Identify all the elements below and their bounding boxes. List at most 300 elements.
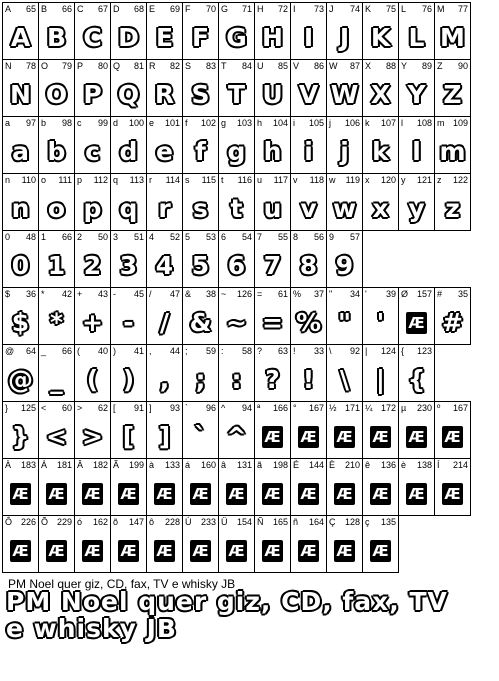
glyph-cell [327,288,363,345]
glyph-sample: % [295,308,322,337]
glyph-sample: , [159,365,170,394]
glyph-cell [147,516,183,573]
glyph-char: P [77,61,84,71]
glyph-cell [3,516,39,573]
glyph-sample: w [332,194,357,223]
glyph-code: 119 [345,175,360,185]
glyph-cell [399,3,435,60]
glyph-cell [3,459,39,516]
glyph-char: 5 [185,232,191,242]
glyph-label [5,289,36,300]
glyph-char: d [113,118,119,128]
glyph-cell [75,117,111,174]
placeholder-glyph [435,472,470,515]
glyph-sample: O [45,80,68,109]
glyph-label [41,61,72,72]
glyph-cell [3,402,39,459]
glyph-char: z [437,175,442,185]
glyph-char: S [185,61,192,71]
glyph-char: Z [437,61,443,71]
glyph-sample: Q [117,80,140,109]
glyph-label [437,289,468,300]
glyph-label [221,118,252,129]
glyph-sample: F [191,23,210,52]
glyph-code: 89 [421,61,432,71]
glyph-char: @ [5,346,15,356]
glyph-sample: f [195,137,206,166]
glyph-label [293,346,324,357]
glyph-label [329,4,360,15]
glyph-cell [39,516,75,573]
glyph-cell [39,174,75,231]
glyph-cell [111,231,147,288]
glyph-cell [219,3,255,60]
glyph-code: 181 [56,460,72,470]
glyph-char: c [77,118,82,128]
glyph-char: n [5,175,11,185]
glyph-sample: ! [302,365,315,394]
glyph-char: Á [41,460,48,470]
glyph-code: 105 [308,118,324,128]
glyph-char: v [293,175,298,185]
glyph-label [113,517,144,528]
glyph-code: 58 [241,346,252,356]
glyph-code: 90 [457,61,468,71]
glyph-char: j [329,118,331,128]
placeholder-glyph [75,529,110,572]
glyph-label [365,289,396,300]
placeholder-glyph [147,472,182,515]
glyph-sample: C [83,23,102,52]
glyph-code: 43 [97,289,108,299]
glyph-label [185,232,216,243]
placeholder-glyph [255,415,290,458]
glyph-label [221,517,252,528]
glyph-label [149,289,180,300]
glyph-code: 86 [313,61,324,71]
glyph-code: 106 [344,118,360,128]
glyph-cell [147,459,183,516]
placeholder-glyph-box: Æ [192,541,209,560]
glyph-code: 47 [169,289,180,299]
glyph-code: 55 [277,232,288,242]
glyph-sample: U [262,80,283,109]
glyph-char: Y [401,61,408,71]
glyph-code: 52 [169,232,180,242]
glyph-label [113,289,144,300]
glyph-sample: @ [8,365,33,394]
glyph-label [329,232,360,243]
glyph-cell [147,117,183,174]
glyph-char: ? [257,346,263,356]
glyph-label [365,61,396,72]
glyph-cell [183,345,219,402]
glyph-label [221,232,252,243]
glyph-label [77,4,108,15]
glyph-label [221,289,252,300]
glyph-label [293,175,324,186]
glyph-label [41,4,72,15]
glyph-sample: T [227,80,246,109]
glyph-cell [111,60,147,117]
glyph-code: 51 [133,232,144,242]
glyph-label [221,460,252,471]
glyph-code: 84 [241,61,252,71]
placeholder-glyph [327,529,362,572]
glyph-code: 82 [169,61,180,71]
glyph-sample: 3 [119,251,138,280]
glyph-sample: k [372,137,389,166]
glyph-label [329,346,360,357]
glyph-sample: M [440,23,465,52]
glyph-code: 102 [200,118,216,128]
glyph-cell [147,231,183,288]
glyph-label [149,346,180,357]
glyph-code: 228 [164,517,180,527]
placeholder-glyph [291,472,326,515]
glyph-char: o [41,175,47,185]
placeholder-glyph-box: Æ [12,541,29,560]
glyph-sample: m [439,137,466,166]
glyph-code: 118 [309,175,324,185]
glyph-code: 229 [56,517,72,527]
glyph-cell [363,402,399,459]
glyph-code: 100 [128,118,144,128]
glyph-cell [399,402,435,459]
glyph-label [329,175,360,186]
glyph-char: ç [365,517,370,527]
glyph-char: m [437,118,445,128]
glyph-label [149,460,180,471]
glyph-sample: u [263,194,282,223]
glyph-row [3,288,471,345]
glyph-code: 73 [313,4,324,14]
glyph-cell [363,174,399,231]
glyph-label [257,175,288,186]
glyph-cell [111,345,147,402]
placeholder-glyph [219,472,254,515]
glyph-cell [219,60,255,117]
glyph-sample: R [154,80,175,109]
glyph-sample: o [47,194,66,223]
placeholder-glyph [39,529,74,572]
glyph-cell [291,174,327,231]
glyph-char: e [149,118,155,128]
empty-cell [435,345,471,402]
glyph-label [329,403,360,414]
glyph-row [3,459,471,516]
glyph-char: r [149,175,152,185]
glyph-cell [291,402,327,459]
glyph-code: 66 [61,346,72,356]
glyph-sample: a [12,137,29,166]
glyph-sample: K [370,23,391,52]
glyph-code: 53 [205,232,216,242]
glyph-char: _ [41,346,47,356]
glyph-label [41,232,72,243]
glyph-sample: c [85,137,100,166]
glyph-char: u [257,175,263,185]
glyph-cell [255,60,291,117]
glyph-char: 4 [149,232,155,242]
glyph-code: 45 [133,289,144,299]
glyph-char: ó [77,517,83,527]
placeholder-glyph-box: Æ [300,427,317,446]
glyph-sample: W [330,80,359,109]
glyph-cell [219,117,255,174]
glyph-sample: < [46,422,67,451]
glyph-label [77,346,108,357]
glyph-char: y [401,175,406,185]
glyph-code: 144 [308,460,324,470]
glyph-cell [219,174,255,231]
glyph-label [365,403,396,414]
glyph-char: µ [401,403,407,413]
glyph-cell [363,345,399,402]
glyph-sample: ; [195,365,206,394]
glyph-cell [183,3,219,60]
glyph-cell [183,174,219,231]
glyph-sample: 0 [11,251,30,280]
glyph-label [77,517,108,528]
glyph-label [185,61,216,72]
glyph-cell [183,117,219,174]
glyph-code: 66 [61,4,72,14]
glyph-sample: d [119,137,138,166]
glyph-label [221,4,252,15]
glyph-cell [183,459,219,516]
glyph-code: 67 [97,4,108,14]
glyph-code: 167 [452,403,468,413]
glyph-sample: ` [194,422,207,451]
glyph-row [3,516,471,573]
glyph-label [149,232,180,243]
glyph-cell [75,516,111,573]
glyph-code: 94 [241,403,252,413]
glyph-code: 172 [380,403,396,413]
glyph-label [437,460,468,471]
glyph-cell [75,231,111,288]
glyph-cell [3,174,39,231]
glyph-code: 88 [385,61,396,71]
glyph-code: 101 [164,118,180,128]
glyph-cell [435,60,471,117]
glyph-cell [327,60,363,117]
glyph-label [5,4,36,15]
placeholder-glyph-box: Æ [48,484,65,503]
glyph-char: * [41,289,45,299]
glyph-char: T [221,61,227,71]
glyph-char: < [41,403,47,413]
glyph-char: h [257,118,263,128]
glyph-char: 2 [77,232,83,242]
glyph-label [113,403,144,414]
glyph-char: 0 [5,232,11,242]
glyph-code: 112 [93,175,108,185]
glyph-cell [327,516,363,573]
glyph-char: Ç [329,517,336,527]
glyph-code: 171 [344,403,360,413]
glyph-char: ( [77,346,80,356]
glyph-sample: $ [11,308,30,337]
glyph-cell [291,345,327,402]
glyph-cell [111,3,147,60]
glyph-cell [255,516,291,573]
glyph-row [3,174,471,231]
placeholder-glyph-box: Æ [372,484,389,503]
glyph-char: & [185,289,192,299]
glyph-char: D [113,4,120,14]
glyph-cell [75,402,111,459]
sample-text-line-2: e whisky JB [6,614,177,643]
glyph-code: 182 [92,460,108,470]
glyph-label [437,403,468,414]
glyph-char: k [365,118,370,128]
placeholder-glyph [291,415,326,458]
placeholder-glyph [327,415,362,458]
glyph-code: 68 [133,4,144,14]
glyph-code: 147 [128,517,144,527]
placeholder-glyph [327,472,362,515]
glyph-sample: 4 [155,251,174,280]
glyph-sample: / [159,308,170,337]
placeholder-glyph [399,301,434,344]
glyph-label [329,289,360,300]
glyph-char: Ô [5,517,13,527]
glyph-code: 74 [349,4,360,14]
glyph-cell [39,402,75,459]
glyph-sample: 7 [263,251,282,280]
glyph-cell [147,60,183,117]
glyph-char: º [437,403,441,413]
glyph-code: 40 [97,346,108,356]
glyph-char: à [149,460,155,470]
placeholder-glyph [363,415,398,458]
glyph-label [185,289,216,300]
glyph-cell [75,345,111,402]
glyph-char: M [437,4,445,14]
placeholder-glyph-box: Æ [120,541,137,560]
glyph-label [41,517,72,528]
glyph-cell [399,288,435,345]
glyph-label [401,403,432,414]
glyph-label [113,460,144,471]
glyph-char: q [113,175,119,185]
glyph-grid [2,2,471,573]
glyph-label [365,346,396,357]
glyph-code: 114 [165,175,180,185]
glyph-char: $ [5,289,11,299]
glyph-cell [255,174,291,231]
glyph-char: ñ [293,517,299,527]
glyph-char: K [365,4,372,14]
glyph-code: 71 [241,4,252,14]
glyph-char: l [401,118,403,128]
glyph-sample: y [408,194,425,223]
glyph-cell [327,459,363,516]
glyph-cell [39,117,75,174]
glyph-cell [363,288,399,345]
glyph-cell [75,3,111,60]
glyph-code: 50 [97,232,108,242]
glyph-sample: n [11,194,30,223]
glyph-sample: | [375,365,386,394]
glyph-cell [75,60,111,117]
glyph-char: % [293,289,302,299]
glyph-code: 115 [201,175,216,185]
glyph-sample: b [47,137,66,166]
glyph-char: I [293,4,296,14]
glyph-char: Õ [41,517,49,527]
glyph-code: 64 [25,346,36,356]
glyph-sample: [ [122,422,135,451]
placeholder-glyph-box: Æ [120,484,137,503]
glyph-label [437,61,468,72]
glyph-char: Í [437,460,440,470]
glyph-row [3,117,471,174]
glyph-label [77,403,108,414]
glyph-char: ) [113,346,116,356]
glyph-label [149,118,180,129]
glyph-sample: } [11,422,30,451]
glyph-code: 38 [205,289,216,299]
glyph-label [293,403,324,414]
glyph-row [3,402,471,459]
glyph-cell [3,231,39,288]
glyph-code: 75 [385,4,396,14]
glyph-code: 54 [241,232,252,242]
glyph-sample: = [262,308,283,337]
glyph-cell [111,117,147,174]
placeholder-glyph [363,472,398,515]
glyph-cell [255,288,291,345]
glyph-char: Ã [113,460,120,470]
glyph-label [365,460,396,471]
glyph-sample: x [372,194,389,223]
glyph-sample: S [191,80,210,109]
placeholder-glyph-box: Æ [264,541,281,560]
glyph-code: 199 [128,460,144,470]
glyph-char: B [41,4,48,14]
glyph-label [401,4,432,15]
glyph-cell [111,174,147,231]
glyph-cell [183,516,219,573]
glyph-code: 128 [344,517,360,527]
glyph-sample: i [304,137,313,166]
glyph-code: 122 [452,175,468,185]
placeholder-glyph-box: Æ [372,427,389,446]
glyph-char: À [5,460,12,470]
glyph-label [329,61,360,72]
glyph-label [401,289,432,300]
glyph-cell [435,174,471,231]
glyph-cell [3,345,39,402]
glyph-sample: p [83,194,102,223]
glyph-char: b [41,118,47,128]
glyph-code: 80 [97,61,108,71]
glyph-cell [435,402,471,459]
placeholder-glyph-box: Æ [12,484,29,503]
placeholder-glyph-box: Æ [84,484,101,503]
glyph-sample: r [158,194,171,223]
glyph-char: ] [149,403,152,413]
glyph-code: 69 [169,4,180,14]
glyph-sample: H [262,23,283,52]
glyph-sample: q [119,194,138,223]
glyph-label [365,175,396,186]
glyph-label [5,175,36,186]
glyph-cell [255,231,291,288]
